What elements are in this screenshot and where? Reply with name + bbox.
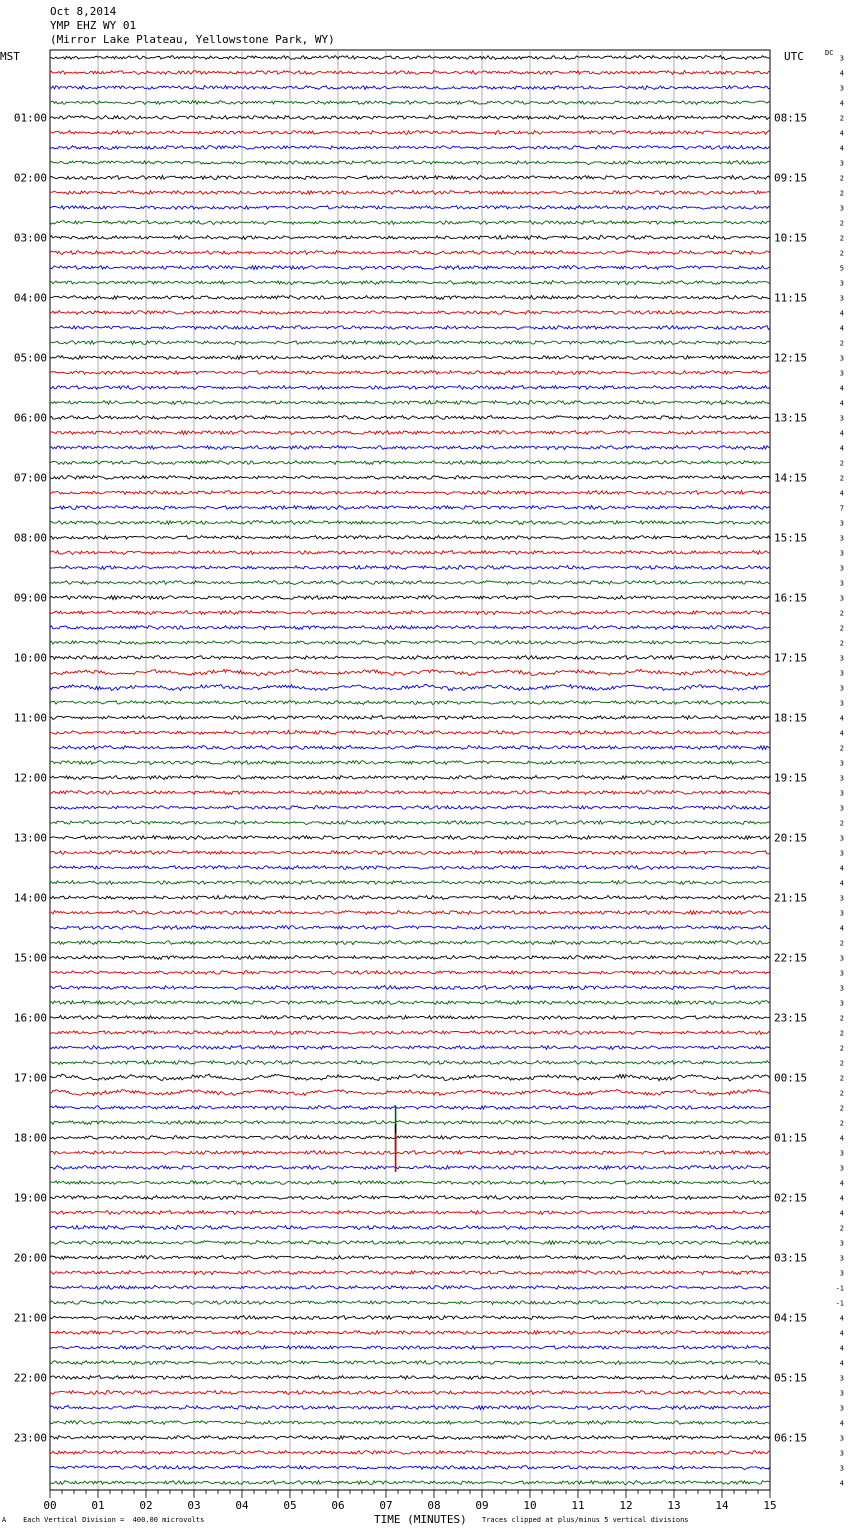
trace-87	[50, 1361, 770, 1365]
trace-8	[50, 176, 770, 180]
trace-24	[50, 415, 770, 419]
trace-81	[50, 1271, 770, 1275]
trace-54	[50, 866, 770, 870]
dc-offset-label: -1	[835, 1284, 844, 1293]
trace-21	[50, 371, 770, 375]
trace-59	[50, 941, 770, 945]
right-hour-label: 12:15	[774, 351, 808, 365]
dc-offset-label: 3	[839, 579, 844, 588]
x-tick-label-10: 10	[523, 1499, 537, 1512]
dc-offset-label: 4	[839, 1314, 844, 1323]
dc-offset-label: 3	[839, 594, 844, 603]
x-tick-label-06: 06	[331, 1499, 345, 1512]
trace-37	[50, 611, 770, 615]
dc-offset-label: 4	[839, 489, 844, 498]
x-tick-label-03: 03	[187, 1499, 201, 1512]
dc-offset-labels	[836, 55, 844, 1488]
right-hour-label: 08:15	[774, 111, 808, 125]
trace-2	[50, 86, 770, 90]
trace-74	[50, 1165, 770, 1169]
right-hour-label: 17:15	[774, 651, 808, 665]
dc-offset-label: 2	[839, 1029, 844, 1038]
left-hour-label: 07:00	[13, 471, 47, 485]
left-hour-label: 10:00	[13, 651, 47, 665]
dc-offset-label: 4	[839, 879, 844, 888]
x-tick-label-12: 12	[619, 1499, 633, 1512]
trace-63	[50, 1001, 770, 1005]
dc-offset-label: 4	[839, 1179, 844, 1188]
trace-76	[50, 1196, 770, 1200]
left-hour-label: 11:00	[13, 711, 47, 725]
dc-offset-label: 2	[839, 744, 844, 753]
trace-12	[50, 236, 770, 240]
trace-7	[50, 161, 770, 165]
dc-offset-label: 2	[839, 1104, 844, 1113]
trace-31	[50, 520, 770, 524]
trace-51	[50, 821, 770, 825]
dc-offset-label: 3	[839, 909, 844, 918]
trace-94	[50, 1466, 770, 1470]
trace-3	[50, 101, 770, 105]
dc-offset-label: 3	[839, 204, 844, 213]
dc-offset-label: 3	[839, 759, 844, 768]
trace-9	[50, 190, 770, 194]
trace-62	[50, 986, 770, 990]
dc-offset-label: 2	[839, 114, 844, 123]
right-hour-label: 19:15	[774, 771, 808, 785]
x-tick-label-15: 15	[763, 1499, 777, 1512]
trace-41	[50, 669, 770, 676]
dc-offset-label: 4	[839, 129, 844, 138]
trace-48	[50, 776, 770, 780]
left-hour-label: 17:00	[13, 1071, 47, 1085]
right-hour-label: 18:15	[774, 711, 808, 725]
dc-offset-label: 4	[839, 399, 844, 408]
dc-offset-label: 2	[839, 1224, 844, 1233]
dc-offset-label: 2	[839, 339, 844, 348]
dc-offset-label: 4	[839, 324, 844, 333]
dc-offset-label: 2	[839, 1014, 844, 1023]
left-hour-label: 03:00	[13, 231, 47, 245]
x-tick-label-04: 04	[235, 1499, 249, 1512]
dc-offset-label: 2	[839, 1074, 844, 1083]
dc-offset-label: 3	[839, 1374, 844, 1383]
dc-offset-label: 3	[839, 654, 844, 663]
dc-offset-label: 3	[839, 279, 844, 288]
footer-mark: A	[2, 1516, 7, 1524]
station-code: YMP EHZ WY 01	[50, 19, 137, 32]
x-tick-label-14: 14	[715, 1499, 729, 1512]
trace-25	[50, 431, 770, 435]
left-hour-label: 14:00	[13, 891, 47, 905]
trace-58	[50, 926, 770, 930]
trace-57	[50, 910, 770, 914]
dc-offset-label: 3	[839, 1464, 844, 1473]
x-tick-label-09: 09	[475, 1499, 489, 1512]
trace-82	[50, 1285, 770, 1289]
dc-offset-label: 4	[839, 69, 844, 78]
dc-offset-label: 3	[839, 849, 844, 858]
trace-95	[50, 1481, 770, 1485]
trace-90	[50, 1405, 770, 1409]
dc-offset-label: 3	[839, 369, 844, 378]
dc-offset-label: 4	[839, 864, 844, 873]
trace-27	[50, 460, 770, 464]
x-axis-title: TIME (MINUTES)	[374, 1513, 467, 1526]
dc-offset-label: 3	[839, 999, 844, 1008]
trace-68	[50, 1074, 770, 1081]
dc-offset-label: 3	[839, 294, 844, 303]
trace-30	[50, 506, 770, 510]
trace-43	[50, 701, 770, 705]
dc-offset-label: 3	[839, 1449, 844, 1458]
dc-offset-label: 2	[839, 639, 844, 648]
trace-53	[50, 850, 770, 854]
dc-offset-label: 2	[839, 1089, 844, 1098]
trace-49	[50, 790, 770, 794]
right-hour-label: 11:15	[774, 291, 808, 305]
dc-offset-label: 4	[839, 1209, 844, 1218]
dc-offset-label: 3	[839, 564, 844, 573]
dc-offset-label: 3	[839, 84, 844, 93]
x-tick-label-00: 00	[43, 1499, 57, 1512]
left-hour-label: 01:00	[13, 111, 47, 125]
trace-70	[50, 1106, 770, 1110]
dc-offset-label: 3	[839, 1164, 844, 1173]
dc-offset-label: 3	[839, 414, 844, 423]
trace-6	[50, 146, 770, 150]
x-tick-label-07: 07	[379, 1499, 393, 1512]
dc-offset-label: 3	[839, 984, 844, 993]
left-hour-label: 04:00	[13, 291, 47, 305]
dc-offset-label: 4	[839, 1479, 844, 1488]
dc-offset-label: 2	[839, 474, 844, 483]
dc-offset-label: 3	[839, 804, 844, 813]
trace-66	[50, 1046, 770, 1050]
dc-offset-label: 2	[839, 234, 844, 243]
dc-offset-label: 4	[839, 714, 844, 723]
dc-offset-label: 3	[839, 534, 844, 543]
clip-note: Traces clipped at plus/minus 5 vertical divisions	[482, 1516, 689, 1524]
x-tick-label-13: 13	[667, 1499, 681, 1512]
left-hour-label: 09:00	[13, 591, 47, 605]
x-tick-label-11: 11	[571, 1499, 585, 1512]
right-hour-label: 23:15	[774, 1011, 808, 1025]
trace-13	[50, 250, 770, 254]
dc-offset-label: 3	[839, 699, 844, 708]
station-location: (Mirror Lake Plateau, Yellowstone Park, WY)	[50, 33, 335, 46]
trace-39	[50, 641, 770, 645]
right-hour-label: 21:15	[774, 891, 808, 905]
trace-69	[50, 1089, 770, 1095]
dc-offset-label: 4	[839, 1359, 844, 1368]
dc-offset-label: 4	[839, 99, 844, 108]
trace-91	[50, 1421, 770, 1425]
left-hour-label: 20:00	[13, 1251, 47, 1265]
trace-44	[50, 716, 770, 720]
dc-offset-label: 3	[839, 1434, 844, 1443]
trace-40	[50, 656, 770, 660]
dc-offset-label: 2	[839, 189, 844, 198]
dc-offset-label: 4	[839, 729, 844, 738]
trace-0	[50, 56, 770, 60]
right-hour-label: 13:15	[774, 411, 808, 425]
right-hour-label: 06:15	[774, 1431, 808, 1445]
trace-67	[50, 1061, 770, 1065]
trace-65	[50, 1031, 770, 1035]
dc-offset-label: 4	[839, 1194, 844, 1203]
trace-86	[50, 1346, 770, 1350]
right-hour-label: 16:15	[774, 591, 808, 605]
dc-offset-label: 7	[839, 504, 844, 513]
x-tick-label-02: 02	[139, 1499, 153, 1512]
dc-offset-label: 3	[839, 1389, 844, 1398]
x-tick-label-05: 05	[283, 1499, 297, 1512]
x-axis	[43, 1490, 776, 1512]
dc-offset-label: 2	[839, 819, 844, 828]
right-hour-label: 09:15	[774, 171, 808, 185]
dc-offset-label: 3	[839, 774, 844, 783]
dc-offset-label: 4	[839, 144, 844, 153]
dc-offset-label: -1	[835, 1299, 844, 1308]
dc-offset-label: 3	[839, 1269, 844, 1278]
dc-offset-label: 3	[839, 519, 844, 528]
trace-89	[50, 1391, 770, 1395]
left-hour-label: 08:00	[13, 531, 47, 545]
trace-36	[50, 596, 770, 600]
right-hour-label: 22:15	[774, 951, 808, 965]
dc-offset-label: 2	[839, 609, 844, 618]
trace-52	[50, 836, 770, 840]
left-hour-label: 19:00	[13, 1191, 47, 1205]
trace-29	[50, 491, 770, 495]
trace-73	[50, 1151, 770, 1155]
dc-offset-label: 3	[839, 1404, 844, 1413]
dc-offset-label: 3	[839, 354, 844, 363]
dc-offset-label: 2	[839, 1059, 844, 1068]
right-hour-labels	[774, 112, 807, 1445]
dc-offset-label: 2	[839, 624, 844, 633]
x-tick-label-08: 08	[427, 1499, 441, 1512]
trace-77	[50, 1211, 770, 1215]
dc-offset-label: 4	[839, 1344, 844, 1353]
trace-16	[50, 295, 770, 299]
trace-34	[50, 566, 770, 570]
trace-46	[50, 745, 770, 749]
dc-offset-label: 2	[839, 939, 844, 948]
trace-60	[50, 955, 770, 959]
trace-20	[50, 355, 770, 359]
x-tick-label-01: 01	[91, 1499, 105, 1512]
dc-offset-label: 2	[839, 219, 844, 228]
trace-75	[50, 1181, 770, 1185]
trace-23	[50, 401, 770, 405]
trace-33	[50, 551, 770, 555]
trace-72	[50, 1136, 770, 1140]
trace-10	[50, 206, 770, 210]
dc-offset-label: 2	[839, 174, 844, 183]
trace-92	[50, 1436, 770, 1440]
trace-80	[50, 1256, 770, 1260]
left-hour-label: 21:00	[13, 1311, 47, 1325]
trace-group	[50, 56, 770, 1485]
dc-offset-label: 2	[839, 249, 844, 258]
dc-offset-label: 3	[839, 669, 844, 678]
dc-offset-label: 4	[839, 429, 844, 438]
left-hour-labels	[14, 112, 47, 1445]
trace-14	[50, 266, 770, 270]
dc-offset-label: 4	[839, 444, 844, 453]
right-hour-label: 01:15	[774, 1131, 808, 1145]
dc-offset-label: 4	[839, 309, 844, 318]
trace-11	[50, 221, 770, 225]
dc-offset-label: 3	[839, 549, 844, 558]
dc-offset-label: 3	[839, 159, 844, 168]
dc-offset-label: 4	[839, 1329, 844, 1338]
dc-column-label: DC	[825, 49, 834, 57]
trace-38	[50, 625, 770, 629]
trace-84	[50, 1316, 770, 1320]
trace-71	[50, 1120, 770, 1124]
right-hour-label: 03:15	[774, 1251, 808, 1265]
trace-64	[50, 1015, 770, 1019]
right-hour-label: 14:15	[774, 471, 808, 485]
trace-1	[50, 70, 770, 74]
dc-offset-label: 3	[839, 834, 844, 843]
trace-85	[50, 1330, 770, 1334]
right-hour-label: 20:15	[774, 831, 808, 845]
left-hour-label: 02:00	[13, 171, 47, 185]
left-hour-label: 13:00	[13, 831, 47, 845]
trace-17	[50, 311, 770, 315]
left-hour-label: 18:00	[13, 1131, 47, 1145]
right-hour-label: 02:15	[774, 1191, 808, 1205]
trace-42	[50, 685, 770, 691]
right-timezone-label: UTC	[784, 50, 804, 63]
dc-offset-label: 3	[839, 969, 844, 978]
right-hour-label: 05:15	[774, 1371, 808, 1385]
trace-35	[50, 580, 770, 584]
trace-47	[50, 761, 770, 765]
chart-date: Oct 8,2014	[50, 5, 117, 18]
trace-19	[50, 341, 770, 345]
dc-offset-label: 4	[839, 384, 844, 393]
left-hour-label: 22:00	[13, 1371, 47, 1385]
dc-offset-label: 3	[839, 789, 844, 798]
dc-offset-label: 3	[839, 1239, 844, 1248]
trace-5	[50, 131, 770, 135]
trace-15	[50, 281, 770, 285]
dc-offset-label: 2	[839, 459, 844, 468]
trace-78	[50, 1226, 770, 1230]
left-hour-label: 23:00	[13, 1431, 47, 1445]
trace-79	[50, 1240, 770, 1244]
trace-56	[50, 896, 770, 900]
scale-note	[2, 1516, 204, 1524]
dc-offset-label: 3	[839, 1254, 844, 1263]
trace-18	[50, 326, 770, 330]
trace-61	[50, 971, 770, 975]
trace-50	[50, 806, 770, 810]
dc-offset-label: 3	[839, 1149, 844, 1158]
trace-28	[50, 476, 770, 480]
left-hour-label: 15:00	[13, 951, 47, 965]
scale-text: Each Vertical Division = 400.00 microvolts	[23, 1516, 205, 1524]
dc-offset-label: 4	[839, 924, 844, 933]
trace-45	[50, 731, 770, 735]
left-hour-label: 05:00	[13, 351, 47, 365]
trace-83	[50, 1301, 770, 1305]
right-hour-label: 00:15	[774, 1071, 808, 1085]
right-hour-label: 10:15	[774, 231, 808, 245]
dc-offset-label: 5	[839, 264, 844, 273]
trace-55	[50, 881, 770, 885]
dc-offset-label: 4	[839, 1419, 844, 1428]
right-hour-label: 04:15	[774, 1311, 808, 1325]
dc-offset-label: 3	[839, 894, 844, 903]
left-hour-label: 06:00	[13, 411, 47, 425]
trace-32	[50, 536, 770, 540]
dc-offset-label: 2	[839, 1119, 844, 1128]
trace-22	[50, 386, 770, 390]
left-hour-label: 16:00	[13, 1011, 47, 1025]
trace-88	[50, 1376, 770, 1380]
trace-26	[50, 446, 770, 450]
left-timezone-label: MST	[0, 50, 20, 63]
dc-offset-label: 3	[839, 54, 844, 63]
trace-4	[50, 116, 770, 120]
dc-offset-label: 2	[839, 1044, 844, 1053]
dc-offset-label: 3	[839, 954, 844, 963]
trace-93	[50, 1450, 770, 1454]
dc-offset-label: 4	[839, 1134, 844, 1143]
left-hour-label: 12:00	[13, 771, 47, 785]
dc-offset-label: 3	[839, 684, 844, 693]
right-hour-label: 15:15	[774, 531, 808, 545]
